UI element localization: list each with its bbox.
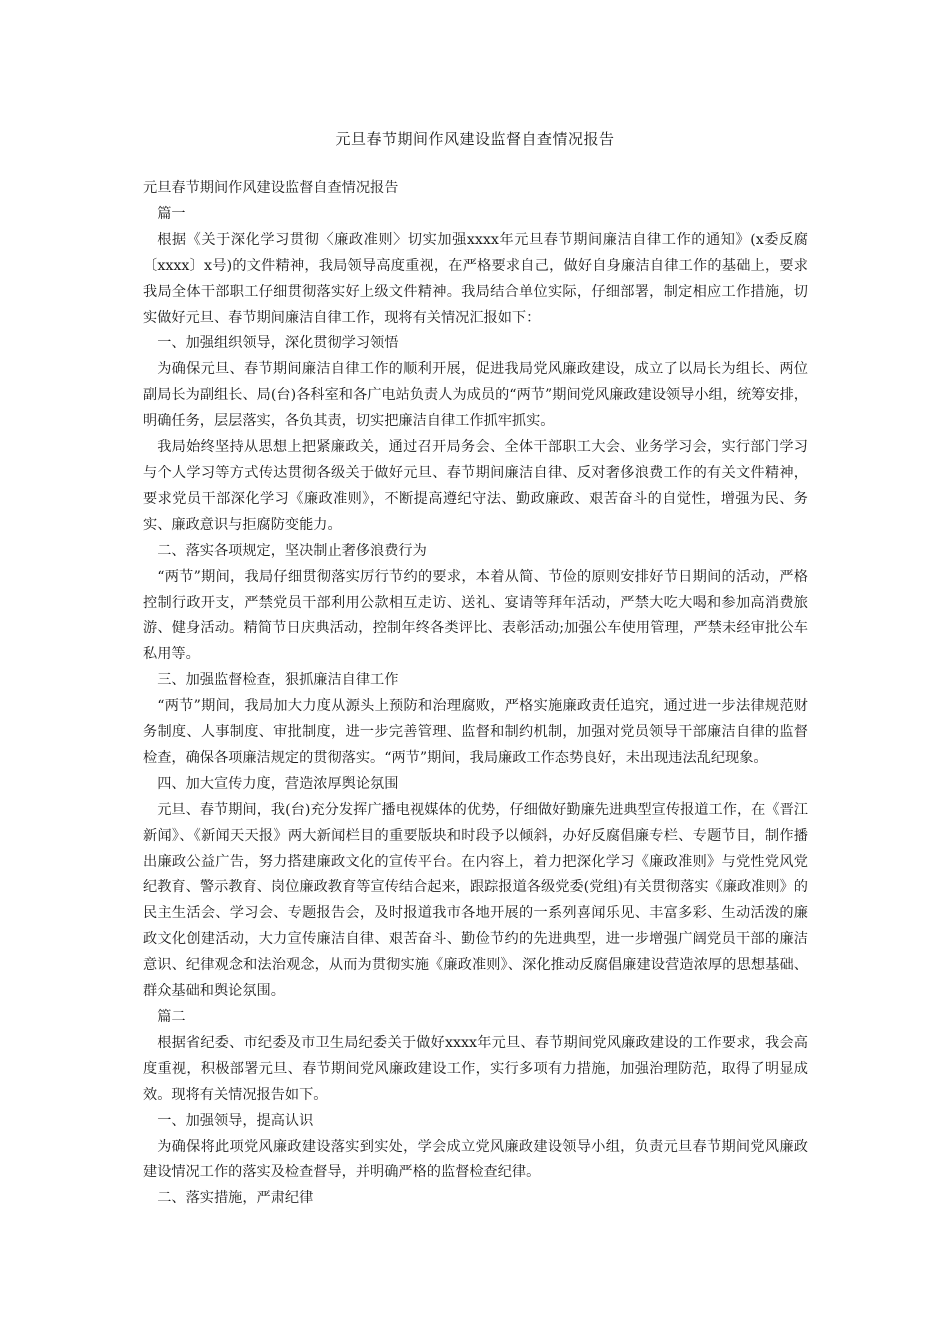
paragraph: 我局始终坚持从思想上把紧廉政关，通过召开局务会、全体干部职工大会、业务学习会，实行部门学习与个人学习等方式传达贯彻各级关于做好元旦、春节期间廉洁自律、反对奢侈浪费工作的有关文件精神，要求党员干部深化学习《廉政准则》，不断提高遵纪守法、勤政廉政、艰苦奋斗的自觉性，增强为民、务实、廉政意识与拒腐防变能力。 [143, 439, 808, 533]
paragraph: 元旦春节期间作风建设监督自查情况报告 [143, 180, 399, 196]
paragraph: “两节”期间，我局仔细贯彻落实厉行节约的要求，本着从简、节俭的原则安排好节日期间的活动，严格控制行政开支，严禁党员干部利用公款相互走访、送礼、宴请等拜年活动，严禁大吃大喝和参加高消费旅游、健身活动。精简节日庆典活动，控制年终各类评比、表彰活动;加强公车使用管理，严禁未经审批公车私用等。 [143, 568, 808, 663]
paragraph: 篇一 [157, 205, 186, 222]
paragraph: 为确保将此项党风廉政建设落实到实处，学会成立党风廉政建设领导小组，负责元旦春节期间党风廉政建设情况工作的落实及检查督导，并明确严格的监督检查纪律。 [143, 1138, 808, 1181]
paragraph: 二、落实各项规定，坚决制止奢侈浪费行为 [157, 542, 427, 559]
paragraph: 二、落实措施，严肃纪律 [157, 1190, 314, 1207]
document-title: 元旦春节期间作风建设监督自查情况报告 [335, 130, 615, 148]
paragraph: 一、加强领导，提高认识 [157, 1112, 314, 1129]
paragraph: “两节”期间，我局加大力度从源头上预防和治理腐败，严格实施廉政责任追究，通过进一步法律规范财务制度、人事制度、审批制度，进一步完善管理、监督和制约机制，加强对党员领导干部廉洁自律的监督检查，确保各项廉洁规定的贯彻落实。“两节”期间，我局廉政工作态势良好，未出现违法乱纪现象。 [143, 698, 808, 766]
paragraph: 根据《关于深化学习贯彻〈廉政准则〉切实加强xxxx年元旦春节期间廉洁自律工作的通知》(x委反腐〔xxxx〕x号)的文件精神，我局领导高度重视，在严格要求自己，做好自身廉洁自律工作的基础上，要求我局全体干部职工仔细贯彻落实好上级文件精神。我局结合单位实际，仔细部署，制定相应工作措施，切实做好元旦、春节期间廉洁自律工作，现将有关情况汇报如下： [143, 231, 808, 326]
paragraph: 根据省纪委、市纪委及市卫生局纪委关于做好xxxx年元旦、春节期间党风廉政建设的工作要求，我会高度重视，积极部署元旦、春节期间党风廉政建设工作，实行多项有力措施，加强治理防范，取得了明显成效。现将有关情况报告如下。 [143, 1034, 808, 1103]
paragraph: 三、加强监督检查，狠抓廉洁自律工作 [157, 672, 399, 689]
paragraph: 四、加大宣传力度，营造浓厚舆论氛围 [157, 775, 399, 792]
paragraph: 篇二 [157, 1009, 186, 1025]
paragraph: 一、加强组织领导，深化贯彻学习领悟 [157, 335, 399, 352]
paragraph: 元旦、春节期间，我(台)充分发挥广播电视媒体的优势，仔细做好勤廉先进典型宣传报道工作，在《晋江新闻》、《新闻天天报》两大新闻栏目的重要版块和时段予以倾斜，办好反腐倡廉专栏、专题节目，制作播出廉政公益广告，努力搭建廉政文化的宣传平台。在内容上，着力把深化学习《廉政准则》与党性党风党纪教育、警示教育、岗位廉政教育等宣传结合起来，跟踪报道各级党委(党组)有关贯彻落实《廉政准则》的民主生活会、学习会、专题报告会，及时报道我市各地开展的一系列喜闻乐见、丰富多彩、生动活泼的廉政文化创建活动，大力宣传廉洁自律、艰苦奋斗、勤俭节约的先进典型，进一步增强广阔党员干部的廉洁意识、纪律观念和法治观念，从而为贯彻实施《廉政准则》、深化推动反腐倡廉建设营造浓厚的思想基础、群众基础和舆论氛围。 [143, 801, 808, 1000]
document-body [143, 176, 808, 1212]
paragraph: 为确保元旦、春节期间廉洁自律工作的顺利开展，促进我局党风廉政建设，成立了以局长为组长、两位副局长为副组长、局(台)各科室和各广电站负责人为成员的“两节”期间党风廉政建设领导小组，统筹安排，明确任务，层层落实，各负其责，切实把廉洁自律工作抓牢抓实。 [143, 361, 808, 430]
